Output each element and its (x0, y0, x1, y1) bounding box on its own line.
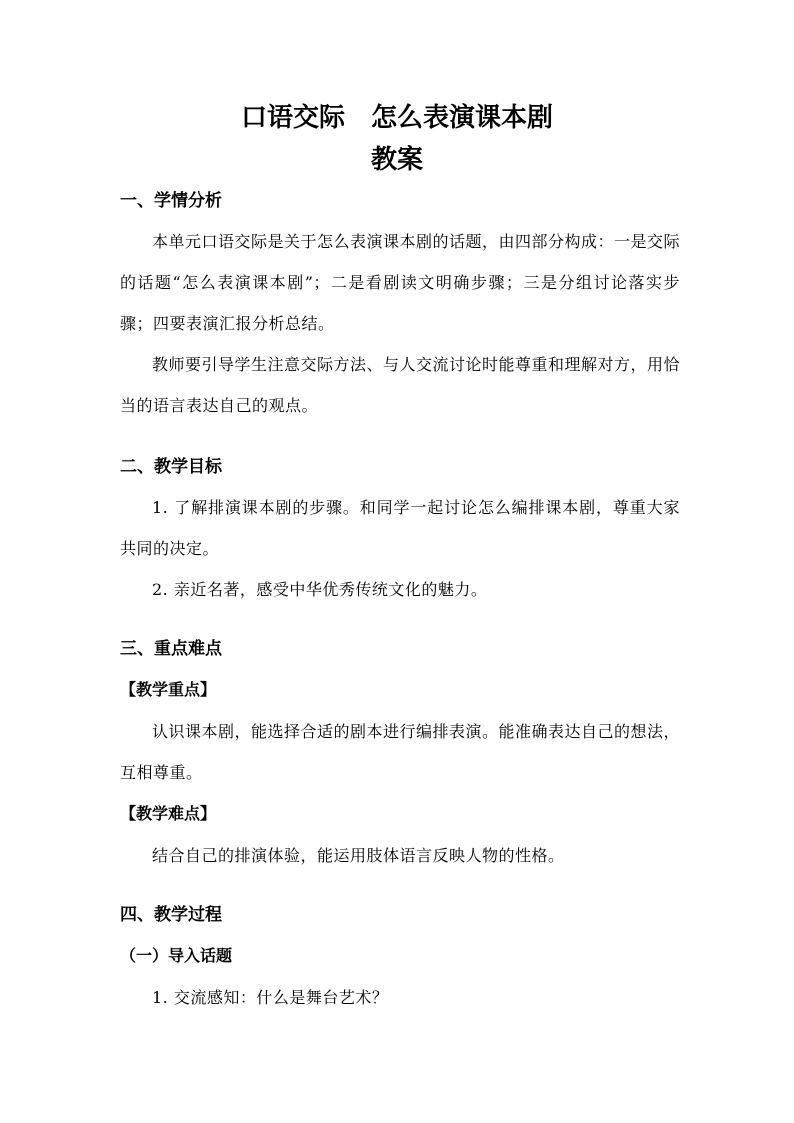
difficulty-label: 【教学难点】 (120, 804, 217, 823)
objective-item-1: 1. 了解排演课本剧的步骤。和同学一起讨论怎么编排课本剧，尊重大家共同的决定。 (120, 498, 680, 558)
key-point-label: 【教学重点】 (120, 680, 217, 699)
process-item-1: 1. 交流感知：什么是舞台艺术？ (152, 988, 389, 1007)
section-heading-process: 四、教学过程 (120, 905, 222, 925)
document-subtitle: 教案 (370, 145, 423, 175)
difficulty-text: 结合自己的排演体验，能运用肢体语言反映人物的性格。 (152, 846, 565, 865)
paragraph-analysis-1: 本单元口语交际是关于怎么表演课本剧的话题，由四部分构成：一是交际的话题“怎么表演课本剧”；二是看剧读文明确步骤；三是分组讨论落实步骤；四要表演汇报分析总结。 (120, 232, 681, 333)
paragraph-analysis-2: 教师要引导学生注意交际方法、与人交流讨论时能尊重和理解对方，用恰当的语言表达自己的观点。 (120, 355, 681, 415)
section-heading-analysis: 一、学情分析 (120, 191, 222, 211)
section-heading-objectives: 二、教学目标 (120, 457, 222, 477)
key-point-text: 认识课本剧，能选择合适的剧本进行编排表演。能准确表达自己的想法，互相尊重。 (120, 722, 681, 782)
section-heading-key-points: 三、重点难点 (120, 639, 222, 659)
document-title: 口语交际 怎么表演课本剧 (240, 103, 553, 133)
process-subheading: （一）导入话题 (120, 946, 233, 965)
objective-item-2: 2. 亲近名著，感受中华优秀传统文化的魅力。 (152, 580, 488, 599)
